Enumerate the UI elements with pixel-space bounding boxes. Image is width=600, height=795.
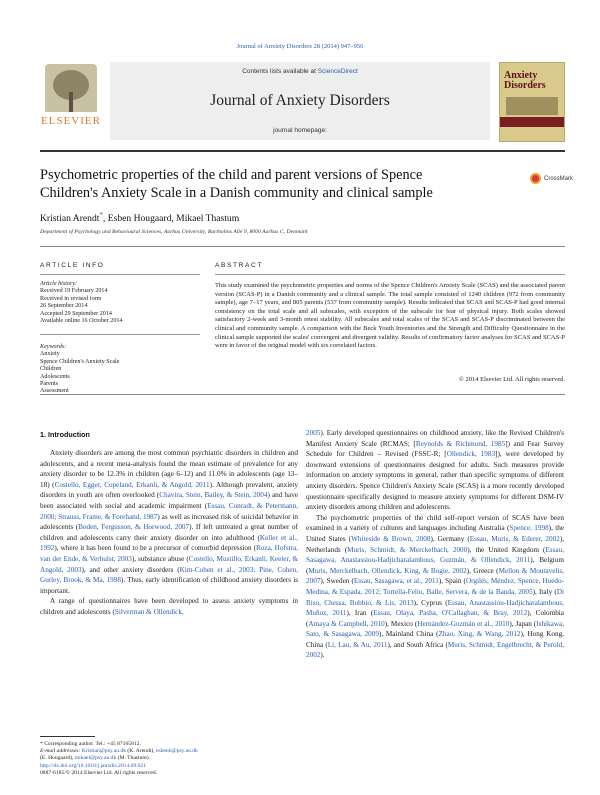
body-text: ), and South Africa ( — [387, 640, 448, 649]
cover-band — [500, 117, 564, 127]
elsevier-logo[interactable] — [40, 64, 102, 128]
section-heading-introduction: 1. Introduction — [40, 430, 90, 439]
email-link[interactable]: mikael@psy.au.dk — [74, 755, 117, 762]
abstract-rule — [215, 274, 565, 275]
citation-link[interactable]: Orgilés, Méndez, Spence, Huedo-Medina, & Espada, 2012; Tortella-Feliu, Balle, Servera, & de la Banda, 2005 — [306, 577, 564, 596]
body-text: ), the United States ( — [306, 524, 564, 543]
body-text: ), Spain ( — [438, 577, 466, 586]
body-text: ) and have been associated with social and academic impairment ( — [40, 491, 298, 510]
crossmark-icon — [530, 173, 541, 184]
body-text: ). Early developed questionnaires on childhood anxiety, like the Revised Children's Manifest Anxiety Scale (RCMAS; [ — [306, 429, 564, 448]
history-item: 26 September 2014 — [40, 303, 88, 310]
citation-link[interactable]: Amaya & Campbell, 2010 — [308, 619, 385, 628]
cover-image — [506, 97, 558, 115]
masthead-divider — [40, 150, 565, 152]
body-text: ), where it has been found to be a precursor of comorbid depression ( — [54, 544, 257, 553]
keyword: Spence Children's Anxiety Scale — [40, 358, 120, 365]
body-text: ]) and Fear Survey Schedule for Children – Revised (FSSC-R; [ — [306, 439, 564, 459]
paragraph — [40, 596, 298, 617]
body-text: ) as well as increased risk of suicidal behavior in adolescents ( — [40, 512, 298, 532]
keyword: Parents — [40, 381, 58, 388]
cover-title: Anxiety Disorders — [504, 70, 546, 91]
body-text: ). If left untreated a great number of children and adolescents carry their anxiety disorder on into adulthood ( — [40, 523, 298, 542]
citation-link[interactable]: Di Riso, Chessa, Bobbio, & Lis, 2013 — [306, 587, 564, 607]
paragraph — [306, 513, 564, 661]
citation-link[interactable]: Silverman & Ollendick, — [114, 607, 184, 616]
citation-link[interactable]: Essau, Conradt, & Petermann, 2000; Strauss, Frame, & Forehand, 1987 — [40, 501, 298, 521]
body-text: ), Mexico ( — [384, 619, 418, 628]
keyword: Adolescents — [40, 373, 70, 380]
body-divider — [40, 394, 565, 395]
body-text: ), Netherlands ( — [306, 534, 565, 554]
citation-link[interactable]: Li, Lau, & Au, 2011 — [327, 640, 388, 649]
elsevier-tree-icon — [45, 64, 97, 112]
column-left — [40, 448, 298, 618]
email-name: (E. Hougaard), — [40, 755, 75, 762]
column-right — [306, 428, 564, 661]
contents-line — [110, 68, 490, 75]
authors-rest: , Esben Hougaard, Mikael Thastum — [102, 213, 240, 225]
body-text: The psychometric properties of the child self-report version of SCAS have been examined in a variety of cultures and languages including Australia ( — [306, 513, 564, 533]
citation-link[interactable]: Reynolds & Richmond, 1985 — [415, 439, 506, 448]
history-item: Accepted 29 September 2014 — [40, 310, 112, 317]
body-text: Anxiety disorders are among the most common psychiatric disorders in children and adolescents, and a recent meta-analysis found the mean estimate of prevalence for any anxiety disorder to be 12.3% in children (age 6–12) and 11.0% in adolescents (age 13–18) ( — [40, 449, 298, 489]
citation-link[interactable]: Ishikawa, Sato, & Sasagawa, 2009 — [306, 619, 565, 639]
journal-citation[interactable]: Journal of Anxiety Disorders 28 (2014) 947–956 — [236, 43, 364, 50]
article-info-rule — [40, 274, 200, 275]
body-text: ), and other anxiety disorders ( — [81, 565, 180, 574]
corresponding-author-marker[interactable]: * — [99, 211, 103, 219]
body-text: ), Hong Kong, China ( — [306, 630, 564, 649]
citation-link[interactable]: Roza, Hofstra, van der Ende, & Verhulst, 2003 — [40, 544, 298, 563]
author-first[interactable]: Kristian Arendt — [40, 213, 100, 225]
body-text: ), Belgium ( — [306, 556, 564, 575]
crossmark-badge[interactable] — [530, 173, 573, 184]
citation-link[interactable]: Muris, Schmidt, Engelbrecht, & Perold, 2002 — [306, 640, 565, 660]
body-text: ), Greece ( — [466, 566, 499, 575]
corresponding-author-note: * Corresponding author. Tel.: +45 87165812. — [40, 741, 141, 747]
footnotes — [40, 741, 300, 777]
body-text: ), Cyprus ( — [413, 598, 448, 607]
citation-link[interactable]: Essau, Sasagawa, et al., 2011 — [353, 577, 439, 586]
body-text: ). Thus, early identification of childhood anxiety disorders is important. — [40, 576, 298, 595]
body-text: ). Although prevalent, anxiety disorders in youth are often overlooked ( — [40, 480, 298, 500]
abstract-heading: ABSTRACT — [215, 262, 263, 269]
citation-link[interactable]: Zhao, Xing, & Wang, 2012 — [438, 630, 521, 639]
body-text: ), Japan ( — [509, 619, 537, 628]
footnote-rule — [40, 736, 95, 737]
abstract-copyright: © 2014 Elsevier Ltd. All rights reserved. — [458, 376, 565, 383]
body-text: ), the United Kingdom ( — [467, 545, 546, 554]
citation-link[interactable]: Keller et al., 1992 — [40, 533, 298, 553]
email-name: (M. Thastum). — [116, 755, 151, 762]
citation-link[interactable]: Muris, Merckelbach, Ollendick, King, & Bogie, 2002 — [308, 566, 467, 575]
citation-link[interactable]: Mellon & Moutavelis, 2007 — [306, 566, 564, 586]
history-item: Available online 16 October 2014 — [40, 318, 123, 325]
article-history — [40, 281, 200, 325]
abstract-text: This study examined the psychometric properties and norms of the Spence Children's Anxiety Scale (SCAS) and the associated parent version (SCAS-P) in a Danish community and a clinical sample. The total sample consisted of 1240 children (972 from community sample), age 7–17 years, and 805 parents (537 from community sample). Results indicated that SCAS and SCAS-P had good internal consistency on the total scale and all subscales, with exception of the subscale for fear of physical injury. Both scales showed satisfactory 2-week and 3-month retest stability. All subscales and total scales of the SCAS and SCAS-P discriminated between the clinical and community sample. A comparison with the Beck Youth Inventories and the Strength and Difficulty Questionnaire in the clinical sample supported the scales' convergent and divergent validity. Results of confirmatory factor analyses for SCAS and SCAS-P were in favor of the original model with six correlated factors. — [215, 282, 565, 350]
citation-link[interactable]: Whiteside & Brown, 2008 — [351, 534, 431, 543]
affiliation: Department of Psychology and Behavioural Sciences, Aarhus University, Bartholins Allé 9, 8000 Aarhus C, Denmark — [40, 229, 308, 235]
body-text: ), Colombia ( — [306, 609, 564, 628]
citation-link[interactable]: Essau, Sasagawa, Anastassiou-Hadjicharalambous, Guzmán, & Ollendick, 2011 — [306, 545, 564, 565]
email-label: E-mail addresses: — [40, 748, 82, 755]
citation-link[interactable]: Spence, 1998 — [509, 524, 549, 533]
paragraph — [40, 448, 298, 596]
keywords — [40, 344, 200, 396]
issn-line: 0887-6185/© 2014 Elsevier Ltd. All rights reserved. — [40, 769, 158, 776]
body-text: ), Mainland China ( — [378, 630, 439, 639]
body-text: ), Italy ( — [532, 587, 557, 596]
body-text: ), Iran ( — [346, 609, 374, 618]
journal-masthead — [40, 62, 565, 142]
citation-link[interactable]: Muris, Schmidt, & Merckelbach, 2000 — [347, 545, 468, 554]
body-text: ), Sweden ( — [320, 577, 354, 586]
journal-cover-thumbnail[interactable] — [499, 62, 565, 142]
body-text: ), substance abuse ( — [131, 554, 189, 563]
author-list — [40, 211, 239, 224]
keyword: Children — [40, 366, 62, 373]
citation-link[interactable]: Chavira, Stein, Bailey, & Stein, 2004 — [159, 491, 268, 500]
doi-link[interactable]: http://dx.doi.org/10.1016/j.janxdis.2014.09.021 — [40, 762, 147, 769]
citation-link[interactable]: Hernández-Guzmán et al., 2010 — [417, 619, 510, 628]
citation-link[interactable]: Kim-Cohen et al., 2003; Pine, Cohen, Gurley, Brook, & Ma, 1998 — [40, 565, 298, 585]
sciencedirect-link[interactable]: ScienceDirect — [317, 68, 358, 75]
body-text: A range of questionnaires have been developed to assess anxiety symptoms in children and adolescents ( — [40, 597, 298, 616]
journal-title: Journal of Anxiety Disorders — [210, 92, 390, 109]
crossmark-label: CrossMark — [544, 175, 574, 182]
article-info-heading: ARTICLE INFO — [40, 262, 105, 269]
paragraph — [306, 428, 564, 513]
masthead-banner — [110, 62, 490, 140]
article-title: Psychometric properties of the child and parent versions of Spence Children's Anxiety Scale in a Danish community and clinical sample — [40, 167, 433, 201]
history-item: Received in revised form — [40, 295, 102, 302]
email-link[interactable]: Kristian@psy.au.dk — [81, 748, 126, 755]
citation-link[interactable]: Ollendick, 1983 — [446, 450, 496, 459]
keyword: Assessment — [40, 388, 69, 395]
elsevier-wordmark: ELSEVIER — [41, 115, 101, 127]
email-name: (K. Arendt), — [126, 748, 156, 755]
homepage-prefix: journal homepage: — [273, 127, 327, 134]
citation-link[interactable]: Costello, Egger, Copeland, Erkanli, & Angold, 2011 — [54, 480, 210, 489]
email-line-2 — [40, 755, 300, 762]
keywords-rule — [40, 334, 200, 335]
history-label: Article history: — [40, 281, 78, 287]
citation-link[interactable]: Essau, Olaya, Pasha, O'Callaghan, & Bray, 2012 — [373, 609, 528, 618]
history-item: Received 19 February 2014 — [40, 288, 108, 295]
citation-link[interactable]: Costello, Mustillo, Erkanli, Keeler, & Angold, 2003 — [40, 554, 298, 574]
body-text: ), Germany ( — [430, 534, 470, 543]
citation-link[interactable]: 2005 — [306, 429, 321, 437]
keywords-label: Keywords: — [40, 344, 67, 350]
body-text: ). — [320, 651, 325, 660]
body-text: ]), were developed by downward extensions of questionnaires designed for adults. Such measures provide information on anxiety symptoms in general, rather than specific symptoms of different anxiety disorders. Spence Children's Anxiety Scale (SCAS) is a more recently developed questionnaire specifically designed to measure anxiety symptoms for different DSM-IV anxiety disorders among children and adolescents. — [306, 450, 565, 512]
citation-link[interactable]: Essau, Anastassiou-Hadjicharalambous, Muñoz, 2011 — [306, 598, 564, 618]
contents-prefix: Contents lists available at — [242, 68, 318, 75]
citation-link[interactable]: Boden, Fergusson, & Horwood, 2007 — [78, 523, 190, 532]
citation-link[interactable]: Essau, Muris, & Ederer, 2002 — [469, 534, 560, 543]
homepage-line — [110, 127, 490, 134]
keyword: Anxiety — [40, 351, 60, 358]
email-link[interactable]: esbenh@psy.au.dk — [155, 748, 198, 755]
header-divider — [40, 246, 565, 247]
